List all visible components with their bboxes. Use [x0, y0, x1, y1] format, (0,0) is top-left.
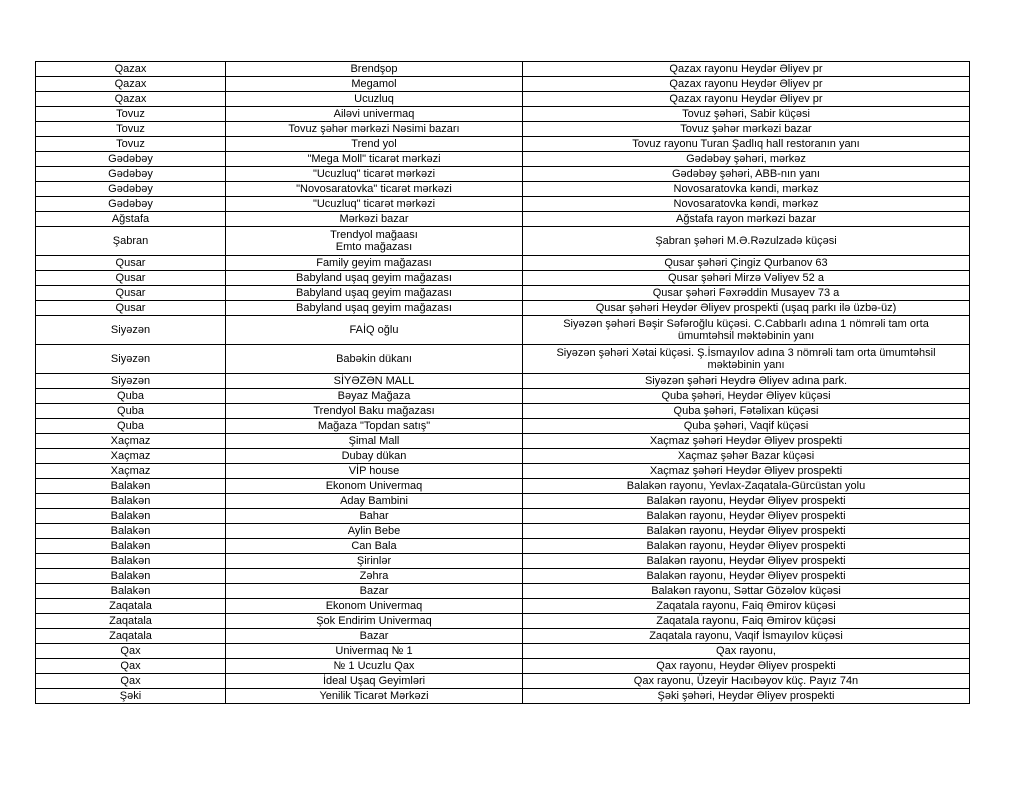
address-cell: Qusar şəhəri Mirzə Vəliyev 52 a: [523, 271, 970, 286]
table-row: [36, 62, 970, 77]
table-row: [36, 584, 970, 599]
region-cell: Siyəzən: [36, 345, 226, 374]
region-cell: Balakən: [36, 509, 226, 524]
cell-line: məktəbinin yanı: [707, 359, 785, 371]
region-cell: Zaqatala: [36, 629, 226, 644]
store-name-cell: Trendyol Baku mağazası: [226, 404, 523, 419]
table-row: [36, 614, 970, 629]
address-cell: Qazax rayonu Heydər Əliyev pr: [523, 62, 970, 77]
table-row: [36, 674, 970, 689]
store-name-cell: [226, 227, 523, 256]
store-name-cell: "Novosaratovka" ticarət mərkəzi: [226, 182, 523, 197]
address-cell: Tovuz rayonu Turan Şadlıq hall restoranın yanı: [523, 137, 970, 152]
address-cell: Qazax rayonu Heydər Əliyev pr: [523, 92, 970, 107]
region-cell: Qazax: [36, 62, 226, 77]
address-cell: [523, 316, 970, 345]
table-row: [36, 301, 970, 316]
region-cell: Xaçmaz: [36, 434, 226, 449]
table-row: [36, 271, 970, 286]
table-row: [36, 374, 970, 389]
store-name-cell: Zəhra: [226, 569, 523, 584]
table-row: [36, 509, 970, 524]
region-cell: Zaqatala: [36, 614, 226, 629]
table-row: [36, 419, 970, 434]
address-cell: [523, 345, 970, 374]
address-cell: Balakən rayonu, Heydər Əliyev prospekti: [523, 554, 970, 569]
address-cell: Gədəbəy şəhəri, mərkəz: [523, 152, 970, 167]
store-name-cell: Babyland uşaq geyim mağazası: [226, 301, 523, 316]
store-name-cell: Ekonom Univermaq: [226, 599, 523, 614]
table-row: [36, 77, 970, 92]
store-name-cell: Şok Endirim Univermaq: [226, 614, 523, 629]
store-name-cell: VİP house: [226, 464, 523, 479]
table-row: [36, 227, 970, 256]
region-cell: Şabran: [36, 227, 226, 256]
region-cell: Balakən: [36, 539, 226, 554]
table-row: [36, 345, 970, 374]
address-cell: Novosaratovka kəndi, mərkəz: [523, 182, 970, 197]
store-name-cell: Şimal Mall: [226, 434, 523, 449]
store-list-table: [35, 61, 970, 704]
address-cell: Tovuz şəhər mərkəzi bazar: [523, 122, 970, 137]
region-cell: Tovuz: [36, 107, 226, 122]
region-cell: Quba: [36, 419, 226, 434]
address-cell: Novosaratovka kəndi, mərkəz: [523, 197, 970, 212]
table-row: [36, 599, 970, 614]
store-name-cell: № 1 Ucuzlu Qax: [226, 659, 523, 674]
region-cell: Qax: [36, 644, 226, 659]
store-name-cell: Mərkəzi bazar: [226, 212, 523, 227]
store-name-cell: Bazar: [226, 629, 523, 644]
cell-line: Emto mağazası: [335, 241, 413, 253]
region-cell: Tovuz: [36, 137, 226, 152]
address-cell: Qazax rayonu Heydər Əliyev pr: [523, 77, 970, 92]
region-cell: Ağstafa: [36, 212, 226, 227]
store-name-cell: Trend yol: [226, 137, 523, 152]
region-cell: Qusar: [36, 286, 226, 301]
address-cell: Xaçmaz şəhəri Heydər Əliyev prospekti: [523, 434, 970, 449]
store-name-cell: İdeal Uşaq Geyimləri: [226, 674, 523, 689]
store-name-cell: Ucuzluq: [226, 92, 523, 107]
address-cell: Quba şəhəri, Heydər Əliyev küçəsi: [523, 389, 970, 404]
table-row: [36, 107, 970, 122]
table-row: [36, 404, 970, 419]
table-row: [36, 629, 970, 644]
region-cell: Tovuz: [36, 122, 226, 137]
store-name-cell: Bəyaz Mağaza: [226, 389, 523, 404]
address-cell: Balakən rayonu, Səttar Gözəlov küçəsi: [523, 584, 970, 599]
table-row: [36, 167, 970, 182]
region-cell: Xaçmaz: [36, 449, 226, 464]
table-row: [36, 434, 970, 449]
store-name-cell: Babyland uşaq geyim mağazası: [226, 271, 523, 286]
store-name-cell: "Ucuzluq" ticarət mərkəzi: [226, 197, 523, 212]
region-cell: Qax: [36, 674, 226, 689]
cell-line: Siyəzən şəhəri Xətai küçəsi. Ş.İsmayılov adına 3 nömrəli tam orta ümumtəhsil: [556, 347, 936, 359]
address-cell: Xaçmaz şəhər Bazar küçəsi: [523, 449, 970, 464]
region-cell: Balakən: [36, 479, 226, 494]
store-name-cell: Şirinlər: [226, 554, 523, 569]
table-row: [36, 286, 970, 301]
region-cell: Qax: [36, 659, 226, 674]
address-cell: Şabran şəhəri M.Ə.Rəzulzadə küçəsi: [523, 227, 970, 256]
store-name-cell: Family geyim mağazası: [226, 256, 523, 271]
address-cell: Tovuz şəhəri, Sabir küçəsi: [523, 107, 970, 122]
address-cell: Qax rayonu, Heydər Əliyev prospekti: [523, 659, 970, 674]
store-name-cell: Ekonom Univermaq: [226, 479, 523, 494]
store-name-cell: "Mega Moll" ticarət mərkəzi: [226, 152, 523, 167]
table-row: [36, 644, 970, 659]
address-cell: Balakən rayonu, Heydər Əliyev prospekti: [523, 509, 970, 524]
region-cell: Zaqatala: [36, 599, 226, 614]
region-cell: Quba: [36, 389, 226, 404]
address-cell: Şəki şəhəri, Heydər Əliyev prospekti: [523, 689, 970, 704]
address-cell: Balakən rayonu, Heydər Əliyev prospekti: [523, 569, 970, 584]
store-name-cell: Megamol: [226, 77, 523, 92]
table-row: [36, 152, 970, 167]
table-row: [36, 524, 970, 539]
address-cell: Qusar şəhəri Fəxrəddin Musayev 73 a: [523, 286, 970, 301]
table-row: [36, 554, 970, 569]
address-cell: Quba şəhəri, Fətəlixan küçəsi: [523, 404, 970, 419]
address-cell: Gədəbəy şəhəri, ABB-nın yanı: [523, 167, 970, 182]
cell-line: ümumtəhsil məktəbinin yanı: [677, 330, 815, 342]
table-row: [36, 659, 970, 674]
region-cell: Şəki: [36, 689, 226, 704]
store-name-cell: Babəkin dükanı: [226, 345, 523, 374]
table-row: [36, 197, 970, 212]
store-name-cell: Aylin Bebe: [226, 524, 523, 539]
table-row: [36, 316, 970, 345]
region-cell: Balakən: [36, 524, 226, 539]
address-cell: Zaqatala rayonu, Faiq Əmirov küçəsi: [523, 614, 970, 629]
store-name-cell: Brendşop: [226, 62, 523, 77]
table-row: [36, 182, 970, 197]
table-row: [36, 449, 970, 464]
store-name-cell: Babyland uşaq geyim mağazası: [226, 286, 523, 301]
region-cell: Balakən: [36, 494, 226, 509]
address-cell: Qusar şəhəri Çingiz Qurbanov 63: [523, 256, 970, 271]
region-cell: Gədəbəy: [36, 182, 226, 197]
table-row: [36, 212, 970, 227]
address-cell: Balakən rayonu, Heydər Əliyev prospekti: [523, 494, 970, 509]
region-cell: Gədəbəy: [36, 152, 226, 167]
store-list-body: [36, 62, 970, 704]
region-cell: Siyəzən: [36, 316, 226, 345]
region-cell: Qazax: [36, 92, 226, 107]
table-row: [36, 256, 970, 271]
address-cell: Balakən rayonu, Heydər Əliyev prospekti: [523, 539, 970, 554]
address-cell: Zaqatala rayonu, Vaqif İsmayılov küçəsi: [523, 629, 970, 644]
region-cell: Qusar: [36, 301, 226, 316]
table-row: [36, 122, 970, 137]
store-name-cell: Bahar: [226, 509, 523, 524]
address-cell: Quba şəhəri, Vaqif küçəsi: [523, 419, 970, 434]
address-cell: Balakən rayonu, Heydər Əliyev prospekti: [523, 524, 970, 539]
region-cell: Balakən: [36, 554, 226, 569]
region-cell: Siyəzən: [36, 374, 226, 389]
store-name-cell: Aday Bambini: [226, 494, 523, 509]
store-name-cell: Bazar: [226, 584, 523, 599]
region-cell: Gədəbəy: [36, 167, 226, 182]
address-cell: Qax rayonu,: [523, 644, 970, 659]
address-cell: Qax rayonu, Üzeyir Hacıbəyov küç. Payız 74n: [523, 674, 970, 689]
store-name-cell: Mağaza "Topdan satış": [226, 419, 523, 434]
cell-line: Trendyol mağaası: [330, 229, 418, 241]
store-name-cell: Ailəvi univermaq: [226, 107, 523, 122]
table-row: [36, 689, 970, 704]
table-row: [36, 539, 970, 554]
table-row: [36, 479, 970, 494]
region-cell: Qazax: [36, 77, 226, 92]
region-cell: Quba: [36, 404, 226, 419]
table-row: [36, 389, 970, 404]
store-name-cell: Yenilik Ticarət Mərkəzi: [226, 689, 523, 704]
region-cell: Gədəbəy: [36, 197, 226, 212]
address-cell: Qusar şəhəri Heydər Əliyev prospekti (uşaq parkı ilə üzbə-üz): [523, 301, 970, 316]
store-name-cell: Tovuz şəhər mərkəzi Nəsimi bazarı: [226, 122, 523, 137]
store-name-cell: "Ucuzluq" ticarət mərkəzi: [226, 167, 523, 182]
store-name-cell: Dubay dükan: [226, 449, 523, 464]
table-row: [36, 464, 970, 479]
region-cell: Balakən: [36, 569, 226, 584]
store-name-cell: SİYƏZƏN MALL: [226, 374, 523, 389]
address-cell: Ağstafa rayon mərkəzi bazar: [523, 212, 970, 227]
region-cell: Qusar: [36, 271, 226, 286]
address-cell: Balakən rayonu, Yevlax-Zaqatala-Gürcüstan yolu: [523, 479, 970, 494]
store-name-cell: Can Bala: [226, 539, 523, 554]
cell-line: Siyəzən şəhəri Bəşir Səfəroğlu küçəsi. C.Cabbarlı adına 1 nömrəli tam orta: [563, 318, 929, 330]
table-row: [36, 137, 970, 152]
address-cell: Xaçmaz şəhəri Heydər Əliyev prospekti: [523, 464, 970, 479]
store-name-cell: Univermaq № 1: [226, 644, 523, 659]
region-cell: Qusar: [36, 256, 226, 271]
address-cell: Siyəzən şəhəri Heydrə Əliyev adına park.: [523, 374, 970, 389]
store-name-cell: FAİQ oğlu: [226, 316, 523, 345]
table-row: [36, 92, 970, 107]
table-row: [36, 494, 970, 509]
region-cell: Balakən: [36, 584, 226, 599]
region-cell: Xaçmaz: [36, 464, 226, 479]
address-cell: Zaqatala rayonu, Faiq Əmirov küçəsi: [523, 599, 970, 614]
table-row: [36, 569, 970, 584]
